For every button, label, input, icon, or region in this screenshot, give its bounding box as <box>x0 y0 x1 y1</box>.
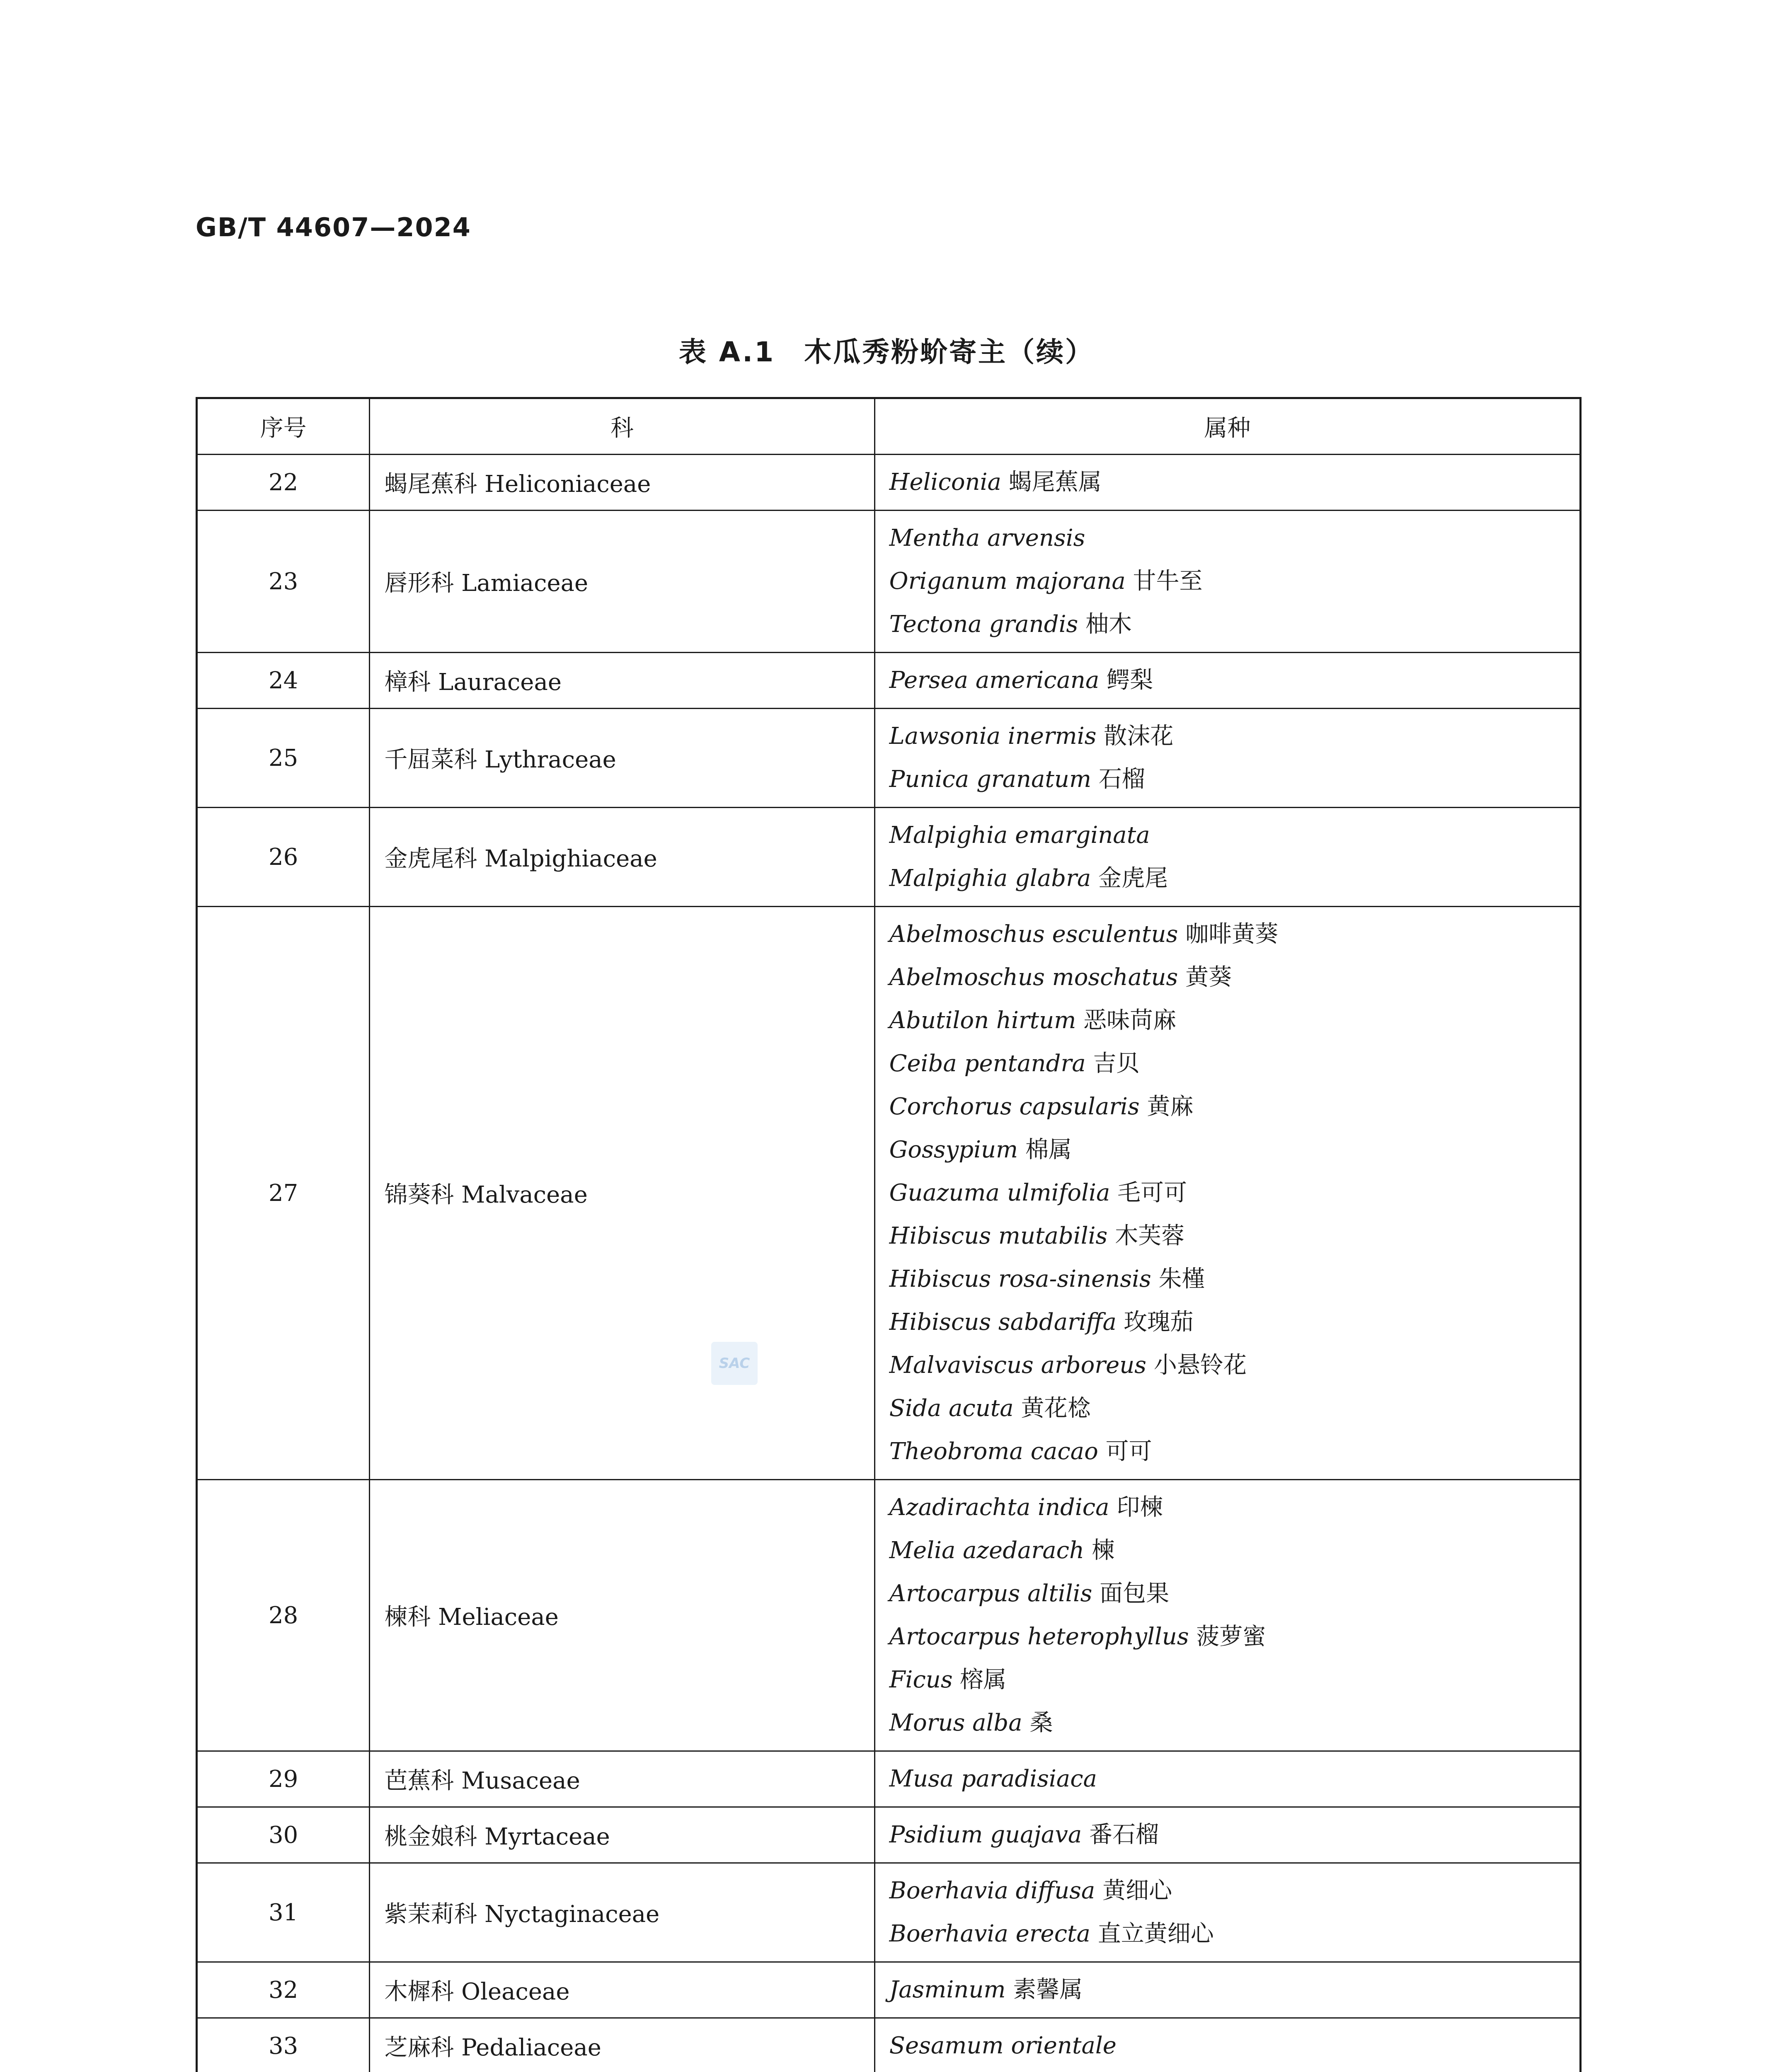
species-entry <box>889 857 1565 900</box>
species-entry <box>889 956 1565 999</box>
species-chinese-name: 黄麻 <box>1139 1093 1194 1120</box>
table-row <box>197 511 1581 653</box>
species-chinese-name: 小悬铃花 <box>1146 1352 1247 1379</box>
table-row <box>197 1480 1581 1751</box>
species-chinese-name: 蝎尾蕉属 <box>1001 469 1102 496</box>
species-entry <box>889 999 1565 1042</box>
species-latin-name: Theobroma cacao <box>889 1438 1098 1465</box>
species-latin-name: Lawsonia inermis <box>889 723 1097 750</box>
species-chinese-name: 素馨属 <box>1005 1976 1083 2003</box>
row-number: 23 <box>197 511 370 653</box>
row-number: 24 <box>197 653 370 709</box>
species-chinese-name: 柚木 <box>1078 611 1132 638</box>
family-cell: 千屈菜科 Lythraceae <box>370 709 874 808</box>
species-chinese-name: 金虎尾 <box>1091 865 1168 892</box>
species-latin-name: Sesamum orientale <box>889 2032 1117 2059</box>
table-row <box>197 1751 1581 1807</box>
genus-species-cell <box>874 1480 1580 1751</box>
species-latin-name: Heliconia <box>889 469 1001 496</box>
species-entry <box>889 1572 1565 1615</box>
species-latin-name: Mentha arvensis <box>889 525 1085 552</box>
species-entry <box>889 1387 1565 1430</box>
row-number: 31 <box>197 1863 370 1962</box>
species-chinese-name: 菠萝蜜 <box>1189 1623 1266 1650</box>
species-chinese-name: 黄葵 <box>1178 964 1232 991</box>
table-row <box>197 653 1581 709</box>
row-number: 25 <box>197 709 370 808</box>
species-entry <box>889 715 1565 758</box>
row-number: 26 <box>197 808 370 907</box>
family-cell: 蝎尾蕉科 Heliconiaceae <box>370 455 874 511</box>
genus-species-cell <box>874 1863 1580 1962</box>
species-latin-name: Ficus <box>889 1666 953 1693</box>
family-cell: 唇形科 Lamiaceae <box>370 511 874 653</box>
species-latin-name: Hibiscus rosa-sinensis <box>889 1266 1151 1293</box>
row-number: 27 <box>197 907 370 1480</box>
species-entry <box>889 758 1565 801</box>
species-chinese-name: 黄花棯 <box>1013 1395 1091 1422</box>
species-entry <box>889 1301 1565 1344</box>
species-latin-name: Hibiscus mutabilis <box>889 1222 1108 1249</box>
species-chinese-name: 印楝 <box>1109 1494 1163 1521</box>
species-latin-name: Jasminum <box>889 1976 1006 2003</box>
species-latin-name: Abelmoschus moschatus <box>889 964 1178 991</box>
table-row <box>197 1807 1581 1863</box>
host-table <box>196 397 1582 2072</box>
species-latin-name: Ceiba pentandra <box>889 1050 1086 1077</box>
species-chinese-name: 石榴 <box>1091 766 1145 793</box>
row-number: 32 <box>197 1962 370 2018</box>
species-latin-name: Gossypium <box>889 1136 1018 1163</box>
species-latin-name: Azadirachta indica <box>889 1494 1109 1521</box>
species-latin-name: Hibiscus sabdariffa <box>889 1309 1117 1336</box>
species-chinese-name: 棉属 <box>1018 1136 1072 1163</box>
species-chinese-name: 楝 <box>1084 1537 1115 1564</box>
table-body <box>197 455 1581 2072</box>
family-cell: 樟科 Lauraceae <box>370 653 874 709</box>
family-cell: 芭蕉科 Musaceae <box>370 1751 874 1807</box>
table-row <box>197 1863 1581 1962</box>
species-entry <box>889 1258 1565 1301</box>
species-entry <box>889 1869 1565 1912</box>
species-entry <box>889 461 1565 504</box>
row-number: 33 <box>197 2018 370 2072</box>
species-entry <box>889 1813 1565 1857</box>
species-entry <box>889 1128 1565 1172</box>
species-latin-name: Malpighia glabra <box>889 865 1091 892</box>
sac-watermark-logo: SAC <box>711 1342 758 1385</box>
species-chinese-name: 番石榴 <box>1082 1821 1159 1848</box>
row-number: 30 <box>197 1807 370 1863</box>
family-cell: 楝科 Meliaceae <box>370 1480 874 1751</box>
species-latin-name: Melia azedarach <box>889 1537 1085 1564</box>
genus-species-cell <box>874 1962 1580 2018</box>
standard-code: GB/T 44607—2024 <box>196 212 471 242</box>
genus-species-cell <box>874 653 1580 709</box>
genus-species-cell <box>874 511 1580 653</box>
species-entry <box>889 2024 1565 2067</box>
species-chinese-name: 木芙蓉 <box>1107 1222 1185 1249</box>
species-entry <box>889 1042 1565 1085</box>
row-number: 29 <box>197 1751 370 1807</box>
family-cell: 木樨科 Oleaceae <box>370 1962 874 2018</box>
species-latin-name: Psidium guajava <box>889 1821 1082 1848</box>
species-chinese-name: 面包果 <box>1092 1580 1170 1607</box>
species-entry <box>889 1085 1565 1128</box>
species-entry <box>889 1529 1565 1572</box>
species-chinese-name: 吉贝 <box>1085 1050 1140 1077</box>
species-entry <box>889 1430 1565 1473</box>
species-latin-name: Origanum majorana <box>889 568 1126 595</box>
species-chinese-name: 可可 <box>1098 1438 1152 1465</box>
species-latin-name: Malvaviscus arboreus <box>889 1352 1147 1379</box>
species-entry <box>889 603 1565 646</box>
species-chinese-name: 朱槿 <box>1151 1266 1205 1293</box>
species-latin-name: Abutilon hirtum <box>889 1007 1076 1034</box>
family-cell: 桃金娘科 Myrtaceae <box>370 1807 874 1863</box>
species-chinese-name: 咖啡黄葵 <box>1178 921 1279 948</box>
family-cell: 锦葵科 Malvaceae <box>370 907 874 1480</box>
species-chinese-name: 恶味苘麻 <box>1076 1007 1177 1034</box>
species-entry <box>889 1215 1565 1258</box>
species-entry <box>889 814 1565 857</box>
species-entry <box>889 1344 1565 1387</box>
species-entry <box>889 1702 1565 1745</box>
table-row <box>197 808 1581 907</box>
species-chinese-name: 黄细心 <box>1095 1877 1172 1904</box>
species-entry <box>889 560 1565 603</box>
species-latin-name: Abelmoschus esculentus <box>889 921 1178 948</box>
species-latin-name: Boerhavia erecta <box>889 1920 1090 1947</box>
table-header-row <box>197 398 1581 455</box>
species-latin-name: Tectona grandis <box>889 611 1078 638</box>
genus-species-cell <box>874 2018 1580 2072</box>
table-row <box>197 709 1581 808</box>
table-row <box>197 1962 1581 2018</box>
genus-species-cell <box>874 1807 1580 1863</box>
genus-species-cell <box>874 808 1580 907</box>
species-entry <box>889 913 1565 956</box>
species-latin-name: Artocarpus altilis <box>889 1580 1092 1607</box>
genus-species-cell <box>874 1751 1580 1807</box>
family-cell: 金虎尾科 Malpighiaceae <box>370 808 874 907</box>
genus-species-cell <box>874 907 1580 1480</box>
species-latin-name: Musa paradisiaca <box>889 1765 1097 1792</box>
species-chinese-name: 玫瑰茄 <box>1116 1309 1194 1336</box>
table-row <box>197 455 1581 511</box>
species-latin-name: Guazuma ulmifolia <box>889 1179 1110 1206</box>
family-cell: 紫茉莉科 Nyctaginaceae <box>370 1863 874 1962</box>
species-entry <box>889 517 1565 560</box>
species-latin-name: Persea americana <box>889 667 1100 694</box>
genus-species-cell <box>874 455 1580 511</box>
column-header-family: 科 <box>370 398 874 455</box>
family-cell: 芝麻科 Pedaliaceae <box>370 2018 874 2072</box>
species-chinese-name: 散沫花 <box>1096 723 1174 750</box>
species-chinese-name: 甘牛至 <box>1125 568 1203 595</box>
species-entry <box>889 1757 1565 1801</box>
species-latin-name: Corchorus capsularis <box>889 1093 1140 1120</box>
species-entry <box>889 1968 1565 2011</box>
species-entry <box>889 1486 1565 1529</box>
species-latin-name: Morus alba <box>889 1709 1022 1736</box>
species-chinese-name: 桑 <box>1022 1709 1053 1736</box>
species-latin-name: Punica granatum <box>889 766 1092 793</box>
table-row <box>197 2018 1581 2072</box>
species-latin-name: Malpighia emarginata <box>889 822 1150 849</box>
species-latin-name: Boerhavia diffusa <box>889 1877 1095 1904</box>
species-chinese-name: 榕属 <box>952 1666 1007 1693</box>
species-latin-name: Artocarpus heterophyllus <box>889 1623 1189 1650</box>
species-latin-name: Sida acuta <box>889 1395 1014 1422</box>
table-row <box>197 907 1581 1480</box>
species-chinese-name: 直立黄细心 <box>1090 1920 1214 1947</box>
species-entry <box>889 1658 1565 1702</box>
species-entry <box>889 659 1565 702</box>
genus-species-cell <box>874 709 1580 808</box>
column-header-number: 序号 <box>197 398 370 455</box>
species-entry <box>889 1615 1565 1658</box>
row-number: 28 <box>197 1480 370 1751</box>
species-chinese-name: 鳄梨 <box>1099 667 1153 694</box>
species-entry <box>889 1172 1565 1215</box>
column-header-genus-species: 属种 <box>874 398 1580 455</box>
species-chinese-name: 毛可可 <box>1110 1179 1187 1206</box>
row-number: 22 <box>197 455 370 511</box>
species-entry <box>889 1912 1565 1956</box>
table-title: 表 A.1 木瓜秀粉蚧寄主（续） <box>678 336 1095 368</box>
